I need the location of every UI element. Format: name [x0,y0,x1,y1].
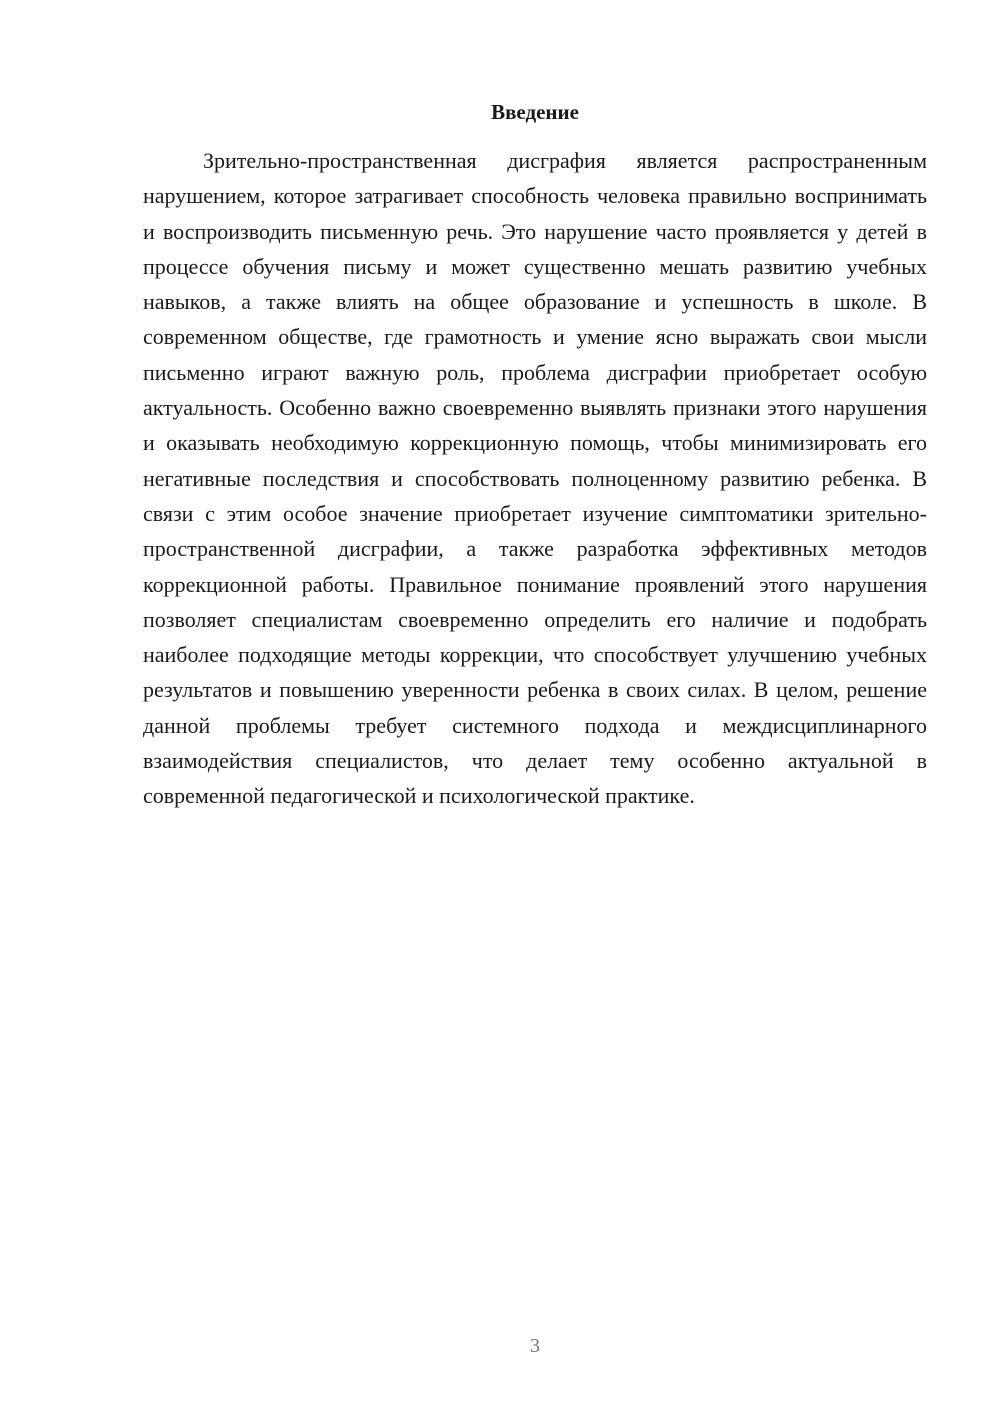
page-number: 3 [530,1335,540,1357]
section-heading: Введение [491,100,579,124]
body-paragraph: Зрительно-пространственная дисграфия является распространенным нарушением, которое затрагивает способность человека правильно воспринимать и воспроизводить письменную речь. Это нарушение часто проявляется у детей в процессе обучения письму и может существенно мешать развитию учебных навыков, а также влиять на общее образование и успешность в школе. В современном обществе, где грамотность и умение ясно выражать свои мысли письменно играют важную роль, проблема дисграфии приобретает особую актуальность. Особенно важно своевременно выявлять признаки этого нарушения и оказывать необходимую коррекционную помощь, чтобы минимизировать его негативные последствия и способствовать полноценному развитию ребенка. В связи с этим особое значение приобретает изучение симптоматики зрительно-пространственной дисграфии, а также разработка эффективных методов коррекционной работы. Правильное понимание проявлений этого нарушения позволяет специалистам своевременно определить его наличие и подобрать наиболее подходящие методы коррекции, что способствует улучшению учебных результатов и повышению уверенности ребенка в своих силах. В целом, решение данной проблемы требует системного подхода и междисциплинарного взаимодействия специалистов, что делает тему особенно актуальной в современной педагогической и психологической практике. [143,148,927,809]
